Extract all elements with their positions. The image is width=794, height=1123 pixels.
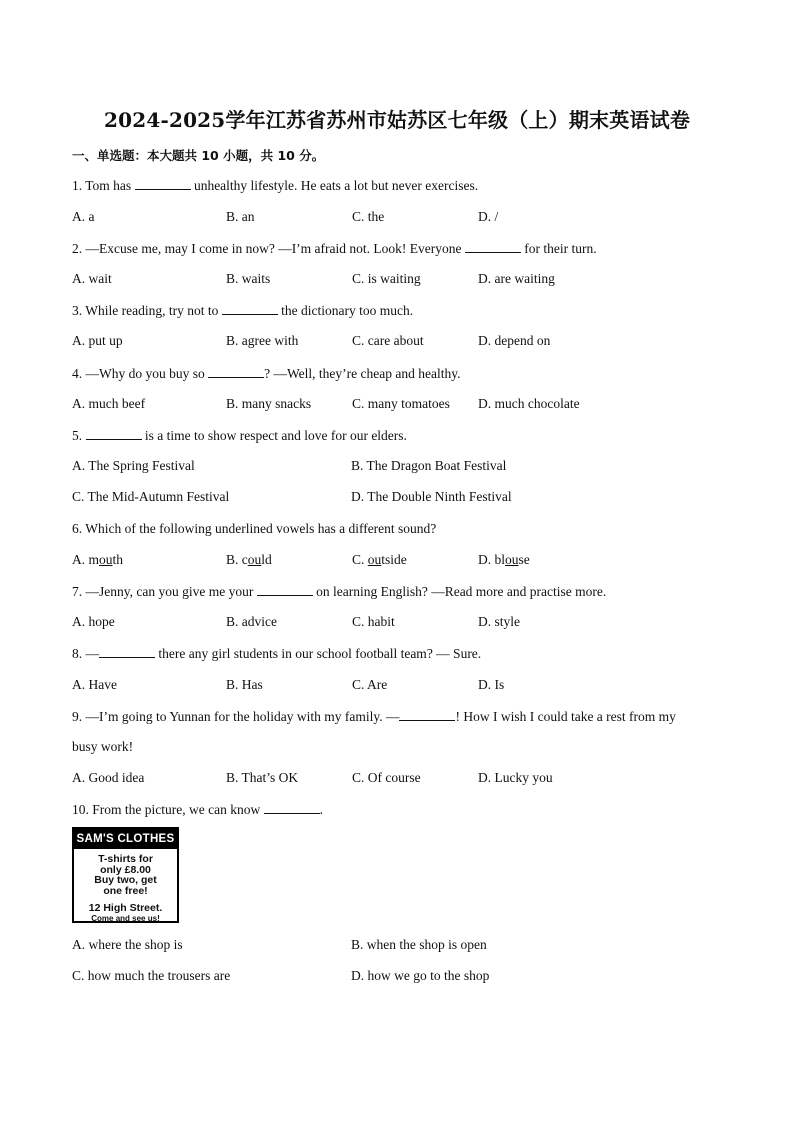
question-4	[72, 365, 460, 382]
option-b: B. agree with	[226, 333, 299, 348]
option-d: D. blouse	[478, 552, 530, 567]
answer-blank	[465, 240, 521, 253]
question-8	[72, 645, 481, 662]
underlined-vowel: ou	[247, 552, 262, 567]
sign-line: only £8.00	[100, 863, 151, 876]
option-d: D. style	[478, 614, 520, 629]
section-heading: 一、单选题：本大题共 10 小题，共 10 分。	[72, 148, 325, 163]
sign-line: Buy two, get	[94, 874, 157, 886]
answer-blank	[208, 365, 264, 378]
option-b: B. The Dragon Boat Festival	[351, 458, 507, 473]
option-b: B. could	[226, 552, 272, 567]
question-text: 10. From the picture, we can know	[72, 802, 264, 817]
question-6: 6. Which of the following underlined vowels has a different sound?	[72, 521, 437, 536]
option-c: C. habit	[352, 614, 395, 629]
option-a: A. mouth	[72, 552, 124, 567]
sign-line: T-shirts for	[98, 853, 153, 865]
option-c: C. how much the trousers are	[72, 968, 231, 983]
question-text: 1. Tom has	[72, 178, 135, 193]
option-c: C. The Mid-Autumn Festival	[72, 489, 230, 504]
question-3	[72, 302, 413, 319]
question-text: 5.	[72, 428, 86, 443]
sign-slogan: Come and see us!	[91, 914, 160, 923]
option-a: A. Have	[72, 677, 117, 692]
underlined-vowel: ou	[505, 552, 519, 567]
option-d: D. Is	[478, 677, 505, 692]
option-c: C. is waiting	[352, 271, 421, 286]
question-1	[72, 177, 478, 194]
option-b: B. an	[226, 209, 255, 224]
question-9-continued: busy work!	[72, 739, 134, 754]
answer-blank	[222, 302, 278, 315]
question-5	[72, 427, 407, 444]
answer-blank	[99, 645, 155, 658]
option-a: A. The Spring Festival	[72, 458, 195, 473]
option-d: D. The Double Ninth Festival	[351, 489, 512, 504]
option-d: D. much chocolate	[478, 396, 580, 411]
question-10	[72, 801, 323, 818]
question-text: 9. —I’m going to Yunnan for the holiday with my family. —	[72, 709, 400, 724]
question-text: unhealthy lifestyle. He eats a lot but never exercises.	[190, 178, 479, 193]
option-c: C. the	[352, 209, 385, 224]
option-b: B. many snacks	[226, 396, 312, 411]
option-c: C. care about	[352, 333, 424, 348]
question-9	[72, 708, 676, 725]
option-d: D. are waiting	[478, 271, 555, 286]
option-b: B. waits	[226, 271, 271, 286]
underlined-vowel: ou	[367, 552, 382, 567]
answer-blank	[135, 177, 191, 190]
page-title: 2024-2025学年江苏省苏州市姑苏区七年级（上）期末英语试卷	[103, 108, 691, 132]
question-text: for their turn.	[520, 241, 597, 256]
question-text: the dictionary too much.	[277, 303, 414, 318]
option-c: C. Of course	[352, 770, 421, 785]
option-c: C. many tomatoes	[352, 396, 450, 411]
option-d: D. Lucky you	[478, 770, 553, 785]
option-c: C. Are	[352, 677, 388, 692]
option-b: B. That’s OK	[226, 770, 299, 785]
question-text: 8. —	[72, 646, 99, 661]
question-text: 3. While reading, try not to	[72, 303, 222, 318]
option-b: B. Has	[226, 677, 263, 692]
answer-blank	[264, 801, 320, 814]
option-a: A. hope	[72, 614, 115, 629]
question-text: 7. —Jenny, can you give me your	[72, 584, 257, 599]
option-a: A. put up	[72, 333, 123, 348]
sign-line: one free!	[103, 884, 148, 897]
answer-blank	[86, 427, 142, 440]
answer-blank	[257, 583, 313, 596]
question-text: .	[319, 802, 323, 817]
option-c: C. outside	[352, 552, 407, 567]
question-text: on learning English? —Read more and practise more.	[312, 584, 607, 599]
option-b: B. when the shop is open	[351, 937, 487, 952]
option-a: A. where the shop is	[72, 937, 183, 952]
option-d: D. how we go to the shop	[351, 968, 490, 983]
question-text: ! How I wish I could take a rest from my	[455, 709, 676, 724]
underlined-vowel: ou	[99, 552, 113, 567]
option-a: A. a	[72, 209, 95, 224]
option-a: A. Good idea	[72, 770, 145, 785]
option-b: B. advice	[226, 614, 277, 629]
sign-offer	[74, 854, 177, 896]
sign-address: 12 High Street.	[88, 902, 163, 914]
option-a: A. much beef	[72, 396, 146, 411]
question-2	[72, 240, 597, 257]
option-d: D. /	[478, 209, 499, 224]
question-text: is a time to show respect and love for our elders.	[141, 428, 407, 443]
option-d: D. depend on	[478, 333, 551, 348]
question-text: there any girl students in our school football team? — Sure.	[155, 646, 482, 661]
answer-blank	[399, 708, 455, 721]
question-text: 2. —Excuse me, may I come in now? —I’m afraid not. Look! Everyone	[72, 241, 465, 256]
question-text: 4. —Why do you buy so	[72, 366, 209, 381]
sign-header: SAM'S CLOTHES	[74, 829, 177, 849]
option-a: A. wait	[72, 271, 112, 286]
question-text: ? —Well, they’re cheap and healthy.	[264, 366, 461, 381]
question-7	[72, 583, 606, 600]
shop-sign-image	[72, 827, 179, 923]
